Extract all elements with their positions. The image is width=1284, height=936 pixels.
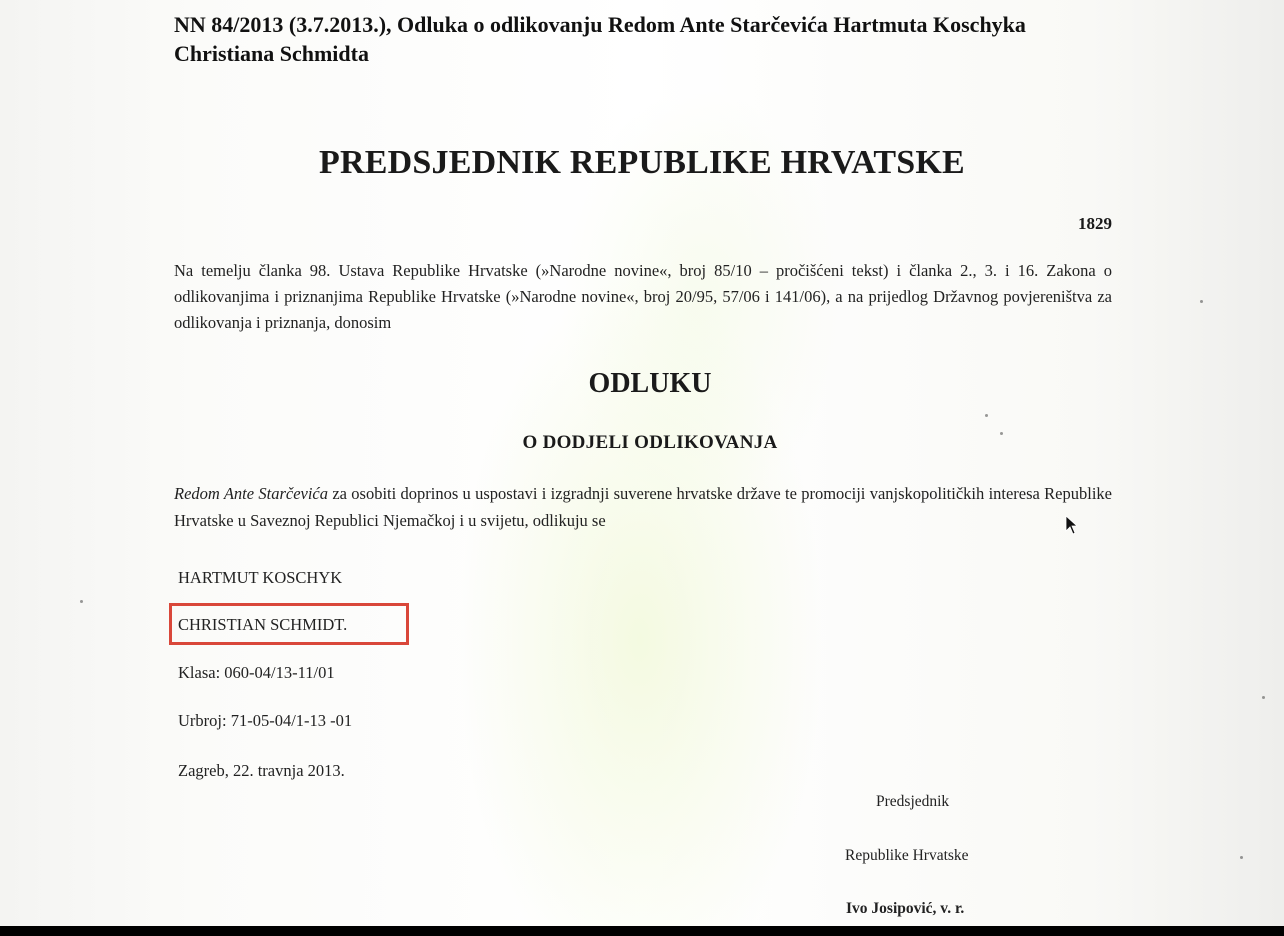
signature-title: Predsjednik — [876, 793, 950, 810]
recipient-name: HARTMUT KOSCHYK — [178, 568, 343, 587]
decision-subtitle: O DODJELI ODLIKOVANJA — [522, 432, 778, 453]
paper-speck — [80, 600, 83, 603]
paper-speck — [1240, 856, 1243, 859]
issuer-title: PREDSJEDNIK REPUBLIKE HRVATSKE — [319, 144, 965, 181]
award-name: Redom Ante Starčevića — [174, 484, 329, 503]
signature-organization: Republike Hrvatske — [845, 847, 969, 864]
header-title-line-1: NN 84/2013 (3.7.2013.), Odluka o odlikovanju Redom Ante Starčevića Hartmuta Koschyka — [174, 12, 1026, 37]
header-title — [174, 10, 1134, 68]
paper-speck — [985, 414, 988, 417]
paper-speck — [1200, 300, 1203, 303]
paper-speck — [1262, 696, 1265, 699]
bottom-border — [0, 926, 1284, 936]
decision-title: ODLUKU — [588, 368, 712, 399]
header-title-line-2: Christiana Schmidta — [174, 41, 369, 66]
klasa-line: Klasa: 060-04/13-11/01 — [178, 663, 335, 682]
document-number: 1829 — [1078, 214, 1112, 233]
urbroj-line: Urbroj: 71-05-04/1-13 -01 — [178, 711, 353, 730]
award-description: za osobiti doprinos u uspostavi i izgradnji suverene hrvatske države te promociji vanjskopolitičkih interesa Republike Hrvatske u Saveznoj Republici Njemačkoj i u svijetu, odlikuju se — [174, 484, 1113, 530]
mouse-pointer-icon — [1065, 515, 1079, 535]
paper-speck — [1000, 432, 1003, 435]
award-paragraph — [174, 480, 1112, 534]
recipient-name-highlighted: CHRISTIAN SCHMIDT. — [178, 615, 348, 634]
intro-paragraph: Na temelju članka 98. Ustava Republike Hrvatske (»Narodne novine«, broj 85/10 – pročišćeni tekst) i članka 2., 3. i 16. Zakona o odlikovanjima i priznanjima Republike Hrvatske (»Narodne novine«, broj 20/95, 57/06 i 141/06), a na prijedlog Državnog povjereništva za odlikovanja i priznanja, donosim — [174, 261, 1112, 332]
place-date-line: Zagreb, 22. travnja 2013. — [178, 761, 345, 780]
signature-name: Ivo Josipović, v. r. — [846, 900, 965, 917]
